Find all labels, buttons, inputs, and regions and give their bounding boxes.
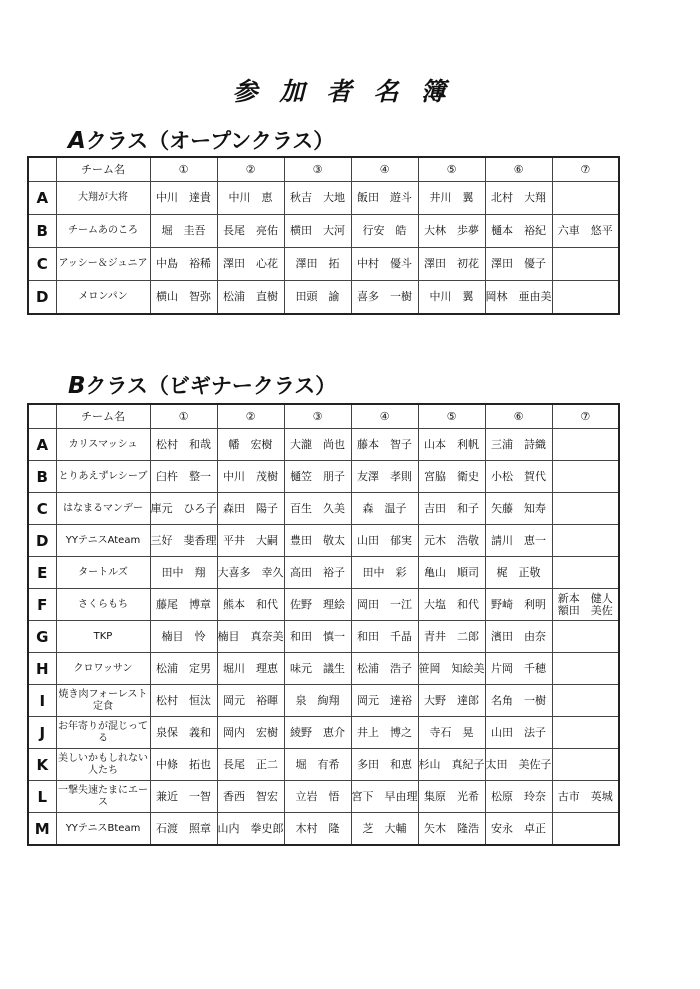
team-name: アッシー＆ジュニア [56,248,150,281]
team-name: クロワッサン [56,653,150,685]
member-name: 北村 大翔 [485,182,552,215]
member-name: 新本 健人 額田 美佐 [552,589,619,621]
table-row [28,525,619,557]
member-name: 中川 翼 [418,281,485,315]
team-name: カリスマッシュ [56,429,150,461]
member-name: 田頭 諭 [284,281,351,315]
member-name [552,525,619,557]
header-1: ① [150,157,217,182]
member-name: 高田 裕子 [284,557,351,589]
member-name [552,685,619,717]
member-name: 立岩 悟 [284,781,351,813]
member-name: 山田 郁実 [351,525,418,557]
member-name: 岡田 一江 [351,589,418,621]
class-a-table [27,156,620,315]
member-name: 宮脇 衛史 [418,461,485,493]
header-3: ③ [284,157,351,182]
member-name: 大野 達郎 [418,685,485,717]
header-team: チーム名 [56,404,150,429]
member-name: 中川 茂樹 [217,461,284,493]
team-name: 美しいかもしれない人たち [56,749,150,781]
table-row [28,781,619,813]
member-name: 松浦 浩子 [351,653,418,685]
table-row [28,717,619,749]
member-name: 亀山 順司 [418,557,485,589]
member-name: 行安 皓 [351,215,418,248]
member-name: 堀川 理恵 [217,653,284,685]
member-name: 泉 絢翔 [284,685,351,717]
member-name: 森 温子 [351,493,418,525]
class-a-body [28,182,619,315]
member-name [552,493,619,525]
team-name: YYテニスAteam [56,525,150,557]
member-name: 豊田 敬太 [284,525,351,557]
team-name: メロンパン [56,281,150,315]
header-6: ⑥ [485,404,552,429]
member-name: 中村 優斗 [351,248,418,281]
class-b-letter: B [68,373,86,399]
member-name: 藤尾 博章 [150,589,217,621]
header-blank [28,404,56,429]
class-b-label: クラス（ビギナークラス） [85,374,337,398]
header-7: ⑦ [552,404,619,429]
member-name [552,461,619,493]
member-name: 笹岡 知絵美 [418,653,485,685]
row-class-letter: I [28,685,56,717]
member-name [552,182,619,215]
team-name: 大翔が大将 [56,182,150,215]
header-5: ⑤ [418,157,485,182]
table-row [28,248,619,281]
header-7: ⑦ [552,157,619,182]
member-name: 中川 恵 [217,182,284,215]
member-name: 熊本 和代 [217,589,284,621]
row-class-letter: C [28,493,56,525]
table-row [28,621,619,653]
row-class-letter: H [28,653,56,685]
row-class-letter: B [28,461,56,493]
member-name: 秋吉 大地 [284,182,351,215]
member-name: 矢藤 知寿 [485,493,552,525]
member-name: 堀 圭吾 [150,215,217,248]
member-name: 綾野 恵介 [284,717,351,749]
member-name [552,653,619,685]
team-name: 一撃失速たまにエース [56,781,150,813]
table-row [28,429,619,461]
table-row [28,653,619,685]
member-name: 多田 和恵 [351,749,418,781]
team-name: さくらもち [56,589,150,621]
team-name: タートルズ [56,557,150,589]
header-4: ④ [351,157,418,182]
team-name: とりあえずレシーブ [56,461,150,493]
team-name: お年寄りが混じってる [56,717,150,749]
header-3: ③ [284,404,351,429]
table-row [28,182,619,215]
row-class-letter: J [28,717,56,749]
row-class-letter: B [28,215,56,248]
member-name: 六車 悠平 [552,215,619,248]
member-name: 幡 宏樹 [217,429,284,461]
team-name: TKP [56,621,150,653]
member-name: 青井 二郎 [418,621,485,653]
row-class-letter: D [28,525,56,557]
member-name: 庫元 ひろ子 [150,493,217,525]
member-name: 野崎 利明 [485,589,552,621]
member-name: 大林 歩夢 [418,215,485,248]
table-row [28,589,619,621]
member-name: 古市 英城 [552,781,619,813]
table-row [28,493,619,525]
team-name: YYテニスBteam [56,813,150,846]
member-name: 大喜多 幸久 [217,557,284,589]
table-row [28,749,619,781]
member-name: 松浦 定男 [150,653,217,685]
table-row [28,685,619,717]
header-4: ④ [351,404,418,429]
member-name: 濱田 由奈 [485,621,552,653]
member-name: 芝 大輔 [351,813,418,846]
member-name: 横田 大河 [284,215,351,248]
row-class-letter: A [28,182,56,215]
member-name: 松原 玲奈 [485,781,552,813]
header-6: ⑥ [485,157,552,182]
member-name: 澤田 拓 [284,248,351,281]
member-name [552,717,619,749]
member-name: 泉保 義和 [150,717,217,749]
header-2: ② [217,404,284,429]
class-a-label: クラス（オープンクラス） [85,129,335,153]
row-class-letter: L [28,781,56,813]
member-name [552,248,619,281]
member-name: 安永 卓正 [485,813,552,846]
member-name: 木村 隆 [284,813,351,846]
row-class-letter: G [28,621,56,653]
member-name: 百生 久美 [284,493,351,525]
member-name: 請川 恵一 [485,525,552,557]
member-name [552,749,619,781]
class-b-table [27,403,620,846]
row-class-letter: K [28,749,56,781]
class-a-header-row [28,157,619,182]
member-name: 楠目 怜 [150,621,217,653]
header-1: ① [150,404,217,429]
member-name [552,281,619,315]
member-name [552,429,619,461]
member-name: 長尾 正二 [217,749,284,781]
member-name: 井川 翼 [418,182,485,215]
class-b-body [28,429,619,846]
member-name: 石渡 照章 [150,813,217,846]
row-class-letter: F [28,589,56,621]
member-name: 兼近 一智 [150,781,217,813]
member-name: 中島 裕稀 [150,248,217,281]
member-name: 平井 大嗣 [217,525,284,557]
header-blank [28,157,56,182]
class-b-header-row [28,404,619,429]
member-name: 三好 斐香理 [150,525,217,557]
member-name: 元木 浩敬 [418,525,485,557]
member-name: 松浦 直樹 [217,281,284,315]
member-name: 堀 有希 [284,749,351,781]
member-name: 中川 達貴 [150,182,217,215]
row-class-letter: C [28,248,56,281]
member-name: 岡林 亜由美 [485,281,552,315]
member-name: 田中 彩 [351,557,418,589]
class-a-heading [68,125,334,155]
member-name: 三浦 詩織 [485,429,552,461]
member-name: 横山 智弥 [150,281,217,315]
member-name: 佐野 理絵 [284,589,351,621]
member-name: 澤田 心花 [217,248,284,281]
member-name: 澤田 初花 [418,248,485,281]
member-name: 大塩 和代 [418,589,485,621]
member-name [552,557,619,589]
row-class-letter: M [28,813,56,846]
table-row [28,281,619,315]
member-name: 香西 智宏 [217,781,284,813]
member-name: 楠目 真奈美 [217,621,284,653]
member-name: 岡元 達裕 [351,685,418,717]
class-a-letter: A [68,128,86,154]
member-name: 臼杵 整一 [150,461,217,493]
member-name: 矢木 隆浩 [418,813,485,846]
table-row [28,813,619,846]
team-name: チームあのころ [56,215,150,248]
member-name: 田中 翔 [150,557,217,589]
row-class-letter: D [28,281,56,315]
member-name: 山内 拳史郎 [217,813,284,846]
member-name: 味元 議生 [284,653,351,685]
row-class-letter: A [28,429,56,461]
member-name: 集原 光希 [418,781,485,813]
member-name [552,621,619,653]
member-name: 宮下 早由理 [351,781,418,813]
member-name: 樋本 裕紀 [485,215,552,248]
member-name: 山本 利帆 [418,429,485,461]
member-name: 和田 慎一 [284,621,351,653]
page-title: 参加者名簿 [232,77,468,106]
member-name: 松村 和哉 [150,429,217,461]
member-name: 寺石 晃 [418,717,485,749]
table-row [28,461,619,493]
class-b-heading [68,370,336,400]
member-name: 山田 法子 [485,717,552,749]
header-5: ⑤ [418,404,485,429]
member-name: 片岡 千穂 [485,653,552,685]
member-name: 飯田 遊斗 [351,182,418,215]
member-name: 喜多 一樹 [351,281,418,315]
member-name: 森田 陽子 [217,493,284,525]
member-name: 井上 博之 [351,717,418,749]
member-name: 吉田 和子 [418,493,485,525]
table-row [28,557,619,589]
member-name: 岡元 裕暉 [217,685,284,717]
member-name: 藤本 智子 [351,429,418,461]
header-2: ② [217,157,284,182]
header-team: チーム名 [56,157,150,182]
team-name: はなまるマンデー [56,493,150,525]
team-name: 焼き肉フォーレスト定食 [56,685,150,717]
row-class-letter: E [28,557,56,589]
member-name: 松村 恒汰 [150,685,217,717]
member-name: 澤田 優子 [485,248,552,281]
member-name: 岡内 宏樹 [217,717,284,749]
member-name [552,813,619,846]
member-name: 名角 一樹 [485,685,552,717]
member-name: 杉山 真紀子 [418,749,485,781]
member-name: 太田 美佐子 [485,749,552,781]
member-name: 中條 拓也 [150,749,217,781]
member-name: 友澤 孝則 [351,461,418,493]
member-name: 長尾 亮佑 [217,215,284,248]
member-name: 大瀧 尚也 [284,429,351,461]
member-name: 樋笠 朋子 [284,461,351,493]
member-name: 和田 千晶 [351,621,418,653]
member-name: 梶 正敬 [485,557,552,589]
table-row [28,215,619,248]
member-name: 小松 賀代 [485,461,552,493]
